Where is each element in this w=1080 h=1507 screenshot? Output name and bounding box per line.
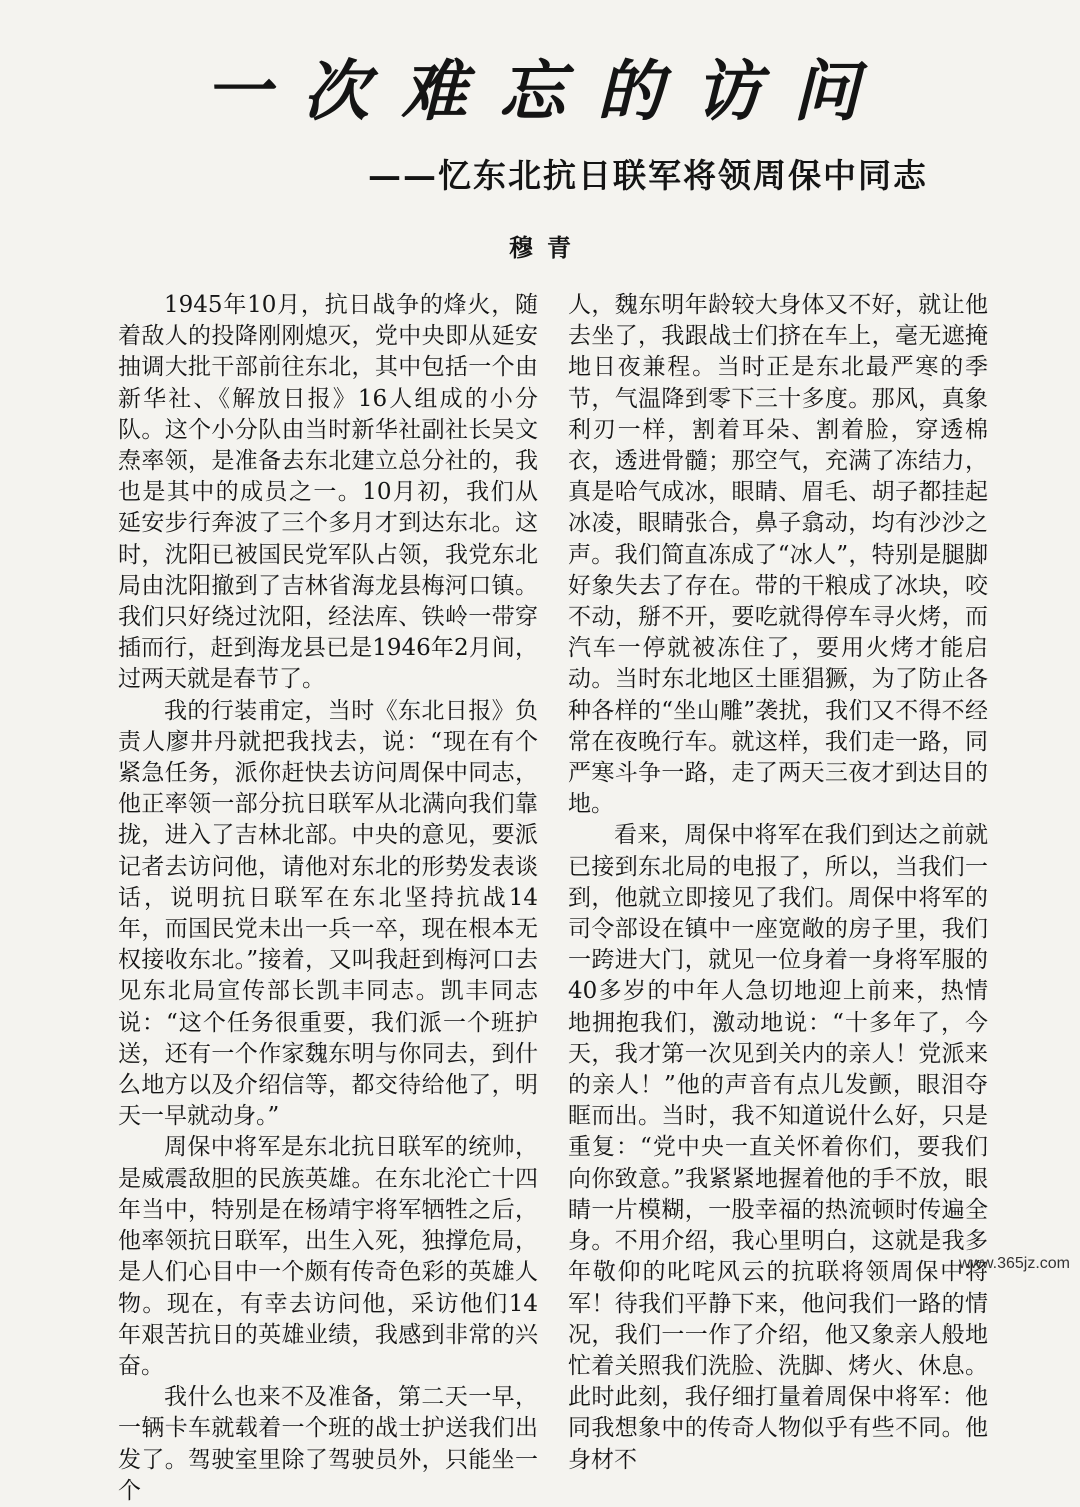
paragraph: 看来，周保中将军在我们到达之前就已接到东北局的电报了，所以，当我们一到，他就立即接见了我们。周保中将军的司令部设在镇中一座宽敞的房子里，我们一跨进大门，就见一位身着一身将军服的40多岁的中年人急切地迎上前来，热情地拥抱我们，激动地说：“十多年了，今天，我才第一次见到关内的亲人！党派来的亲人！”他的声音有点儿发颤，眼泪夺眶而出。当时，我不知道说什么好，只是重复：“党中央一直关怀着你们，要我们向你致意。”我紧紧地握着他的手不放，眼睛一片模糊，一股幸福的热流顿时传遍全身。不用介绍，我心里明白，这就是我多年敬仰的叱咤风云的抗联将领周保中将军！待我们平静下来，他问我们一路的情况，我们一一作了介绍，他又象亲人般地忙着关照我们洗脸、洗脚、烤火、休息。此时此刻，我仔细打量着周保中将军：他同我想象中的传奇人物似乎有些不同。他身材不 (568, 822, 988, 1473)
left-column (118, 290, 538, 1504)
article-author: 穆青 (509, 233, 585, 262)
paragraph-continued: 人，魏东明年龄较大身体又不好，就让他去坐了，我跟战士们挤在车上，毫无遮掩地日夜兼程。当时正是东北最严寒的季节，气温降到零下三十多度。那风，真象利刃一样，割着耳朵、割着脸，穿透棉衣，透进骨髓；那空气，充满了冻结力，真是哈气成冰，眼睛、眉毛、胡子都挂起冰凌，眼睛张合，鼻子翕动，均有沙沙之声。我们简直冻成了“冰人”，特别是腿脚好象失去了存在。带的干粮成了冰块，咬不动，掰不开，要吃就得停车寻火烤，而汽车一停就被冻住了，要用火烤才能启动。当时东北地区土匪猖獗，为了防止各种各样的“坐山雕”袭扰，我们又不得不经常在夜晚行车。就这样，我们走一路，同严寒斗争一路，走了两天三夜才到达目的地。 (568, 292, 988, 818)
watermark: www.365jz.com (958, 1255, 1070, 1272)
paragraph: 我的行装甫定，当时《东北日报》负责人廖井丹就把我找去，说：“现在有个紧急任务，派你赶快去访问周保中同志，他正率领一部分抗日联军从北满向我们靠拢，进入了吉林北部。中央的意见，要派记者去访问他，请他对东北的形势发表谈话，说明抗日联军在东北坚持抗战14年，而国民党未出一兵一卒，现在根本无权接收东北。”接着，又叫我赶到梅河口去见东北局宣传部长凯丰同志。凯丰同志说：“这个任务很重要，我们派一个班护送，还有一个作家魏东明与你同去，到什么地方以及介绍信等，都交待给他了，明天一早就动身。” (118, 697, 538, 1130)
article-title: 一次难忘的访问 (205, 52, 891, 130)
paragraph: 周保中将军是东北抗日联军的统帅，是威震敌胆的民族英雄。在东北沦亡十四年当中，特别是在杨靖宇将军牺牲之后，他率领抗日联军，出生入死，独撑危局，是人们心目中一个颇有传奇色彩的英雄人物。现在，有幸去访问他，采访他们14年艰苦抗日的英雄业绩，我感到非常的兴奋。 (118, 1134, 538, 1379)
article-subtitle: ——忆东北抗日联军将领周保中同志 (368, 156, 928, 195)
paragraph: 我什么也来不及准备，第二天一早，一辆卡车就载着一个班的战士护送我们出发了。驾驶室里除了驾驶员外，只能坐一个 (118, 1384, 538, 1504)
paragraph: 1945年10月，抗日战争的烽火，随着敌人的投降刚刚熄灭，党中央即从延安抽调大批干部前往东北，其中包括一个由新华社、《解放日报》16人组成的小分队。这个小分队由当时新华社副社长吴文焘率领，是准备去东北建立总分社的，我也是其中的成员之一。10月初，我们从延安步行奔波了三个多月才到达东北。这时，沈阳已被国民党军队占领，我党东北局由沈阳撤到了吉林省海龙县梅河口镇。我们只好绕过沈阳，经法库、铁岭一带穿插而行，赶到海龙县已是1946年2月间，过两天就是春节了。 (118, 292, 538, 693)
right-column (568, 290, 988, 1473)
